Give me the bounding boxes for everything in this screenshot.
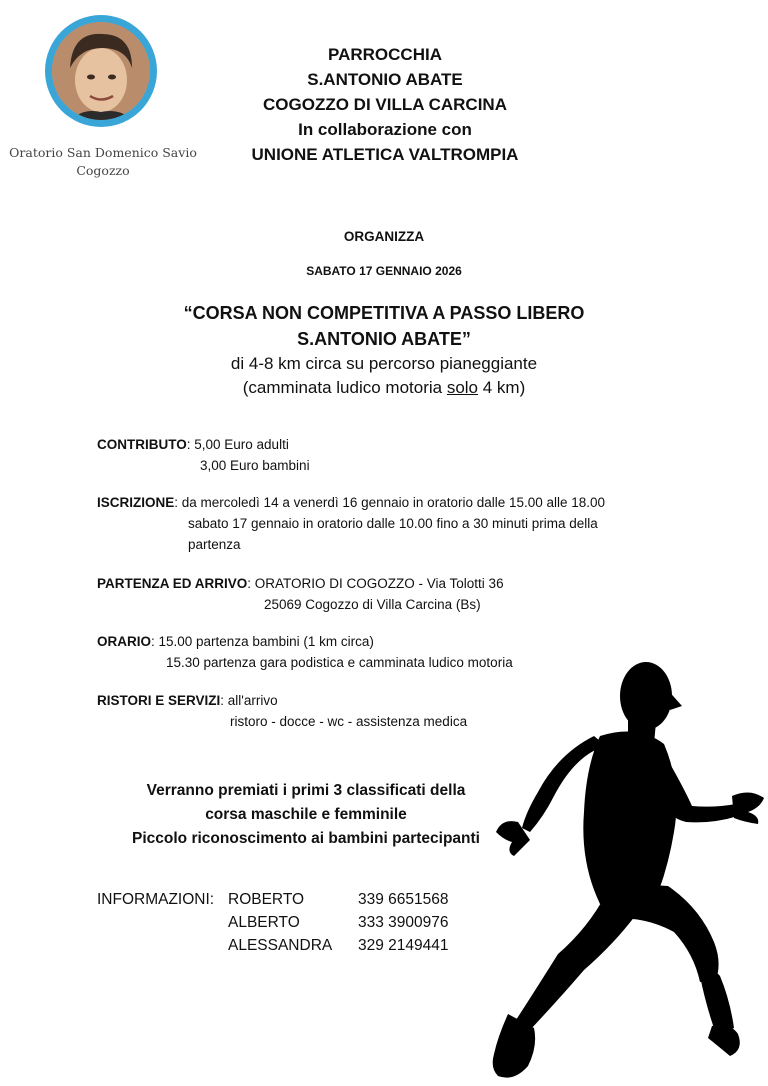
info-label: INFORMAZIONI:	[97, 891, 215, 908]
contact-name: ALBERTO	[228, 914, 300, 931]
header-line-parish-name: S.ANTONIO ABATE	[307, 70, 463, 89]
contact-row	[228, 888, 449, 911]
header-block	[230, 42, 540, 167]
contact-row	[228, 934, 449, 957]
contact-name: ALESSANDRA	[228, 937, 333, 954]
partenza-line1: PARTENZA ED ARRIVO: ORATORIO DI COGOZZO - Via Tolotti 36	[97, 576, 504, 591]
iscrizione-line3: partenza	[188, 537, 241, 552]
ristori-label: RISTORI E SERVIZI	[97, 693, 221, 708]
orario-line2: 15.30 partenza gara podistica e camminata ludico motoria	[166, 655, 513, 670]
logo-caption-line1: Oratorio San Domenico Savio	[9, 145, 197, 160]
portrait-drawing	[52, 22, 150, 120]
organizza-heading: ORGANIZZA	[343, 229, 425, 244]
contacts-list	[228, 888, 449, 957]
event-title-line2: S.ANTONIO ABATE”	[297, 329, 471, 349]
contributo-line1: CONTRIBUTO: 5,00 Euro adulti	[97, 437, 289, 452]
underlined-solo: solo	[446, 378, 479, 397]
prizes-line1: Verranno premiati i primi 3 classificati della	[146, 782, 466, 799]
ristori-line1: RISTORI E SERVIZI: all'arrivo	[97, 693, 278, 708]
partenza-label: PARTENZA ED ARRIVO	[97, 576, 248, 591]
iscrizione-line2: sabato 17 gennaio in oratorio dalle 10.00 fino a 30 minuti prima della	[188, 516, 598, 531]
contact-name: ROBERTO	[228, 891, 305, 908]
header-line-partner: UNIONE ATLETICA VALTROMPIA	[251, 145, 519, 164]
oratorio-logo	[0, 0, 215, 190]
prizes-line3: Piccolo riconoscimento ai bambini partecipanti	[132, 830, 480, 847]
header-line-collaboration: In collaborazione con	[298, 120, 472, 139]
contributo-line2: 3,00 Euro bambini	[200, 458, 310, 473]
ristori-line2: ristoro - docce - wc - assistenza medica	[230, 714, 468, 729]
orario-label: ORARIO	[97, 634, 151, 649]
event-desc-line1: di 4-8 km circa su percorso pianeggiante	[230, 354, 538, 373]
iscrizione-line1: ISCRIZIONE: da mercoledì 14 a venerdì 16 gennaio in oratorio dalle 15.00 alle 18.00	[97, 495, 606, 510]
header-line-location: COGOZZO DI VILLA CARCINA	[263, 95, 507, 114]
prizes-line2: corsa maschile e femminile	[205, 806, 407, 823]
event-title-line1: “CORSA NON COMPETITIVA A PASSO LIBERO	[183, 303, 585, 323]
contact-phone: 329 2149441	[358, 937, 449, 954]
orario-line1: ORARIO: 15.00 partenza bambini (1 km circa)	[97, 634, 374, 649]
contact-phone: 339 6651568	[358, 891, 449, 908]
logo-caption-line2: Cogozzo	[76, 163, 130, 178]
iscrizione-label: ISCRIZIONE	[97, 495, 175, 510]
event-title	[0, 300, 768, 352]
contributo-label: CONTRIBUTO	[97, 437, 187, 452]
header-line-parrocchia: PARROCCHIA	[328, 45, 442, 64]
runner-silhouette-icon	[468, 636, 768, 1086]
prizes-block	[0, 779, 612, 851]
event-desc-line2: (camminata ludico motoria solo 4 km)	[242, 378, 526, 397]
event-date: SABATO 17 GENNAIO 2026	[306, 264, 462, 278]
contact-phone: 333 3900976	[358, 914, 449, 931]
partenza-line2: 25069 Cogozzo di Villa Carcina (Bs)	[264, 597, 481, 612]
contact-row	[228, 911, 449, 934]
event-description	[0, 352, 768, 400]
saint-portrait-image	[45, 15, 157, 127]
